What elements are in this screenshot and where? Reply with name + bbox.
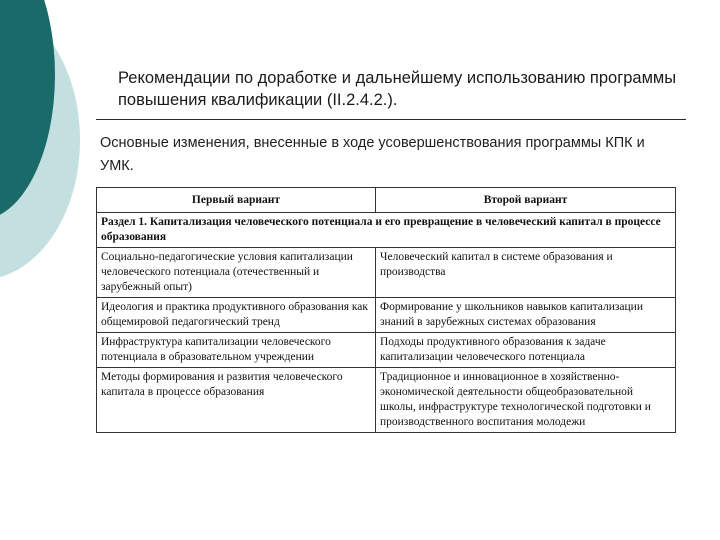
table-header-row xyxy=(97,188,676,213)
slide-title: Рекомендации по доработке и дальнейшему использованию программы повышения квалификации (II.2.4.2.). xyxy=(118,69,677,109)
table-row xyxy=(97,368,676,433)
cell-second-variant: Традиционное и инновационное в хозяйственно-экономической деятельности общеобразовательной школы, инфраструктуре технологической подготовки и производственного воспитания молодежи xyxy=(376,368,676,433)
cell-first-variant: Социально-педагогические условия капитализации человеческого потенциала (отечественный и зарубежный опыт) xyxy=(97,248,376,298)
cell-second-variant: Формирование у школьников навыков капитализации знаний в зарубежных системах образования xyxy=(376,298,676,333)
cell-second-variant: Подходы продуктивного образования к задаче капитализации человеческого потенциала xyxy=(376,333,676,368)
section-row xyxy=(97,213,676,248)
section-title: Раздел 1. Капитализация человеческого потенциала и его превращение в человеческий капитал в процессе образования xyxy=(97,213,676,248)
cell-second-variant: Человеческий капитал в системе образования и производства xyxy=(376,248,676,298)
table-row xyxy=(97,333,676,368)
header-first-variant: Первый вариант xyxy=(97,188,376,213)
table-row xyxy=(97,298,676,333)
header-second-variant: Второй вариант xyxy=(376,188,676,213)
table-row xyxy=(97,248,676,298)
slide-subtitle: Основные изменения, внесенные в ходе усовершенствования программы КПК и УМК. xyxy=(100,135,645,174)
title-divider xyxy=(96,119,686,120)
cell-first-variant: Методы формирования и развития человеческого капитала в процессе образования xyxy=(97,368,376,433)
comparison-table xyxy=(96,187,676,433)
cell-first-variant: Инфраструктура капитализации человеческого потенциала в образовательном учреждении xyxy=(97,333,376,368)
cell-first-variant: Идеология и практика продуктивного образования как общемировой педагогический тренд xyxy=(97,298,376,333)
